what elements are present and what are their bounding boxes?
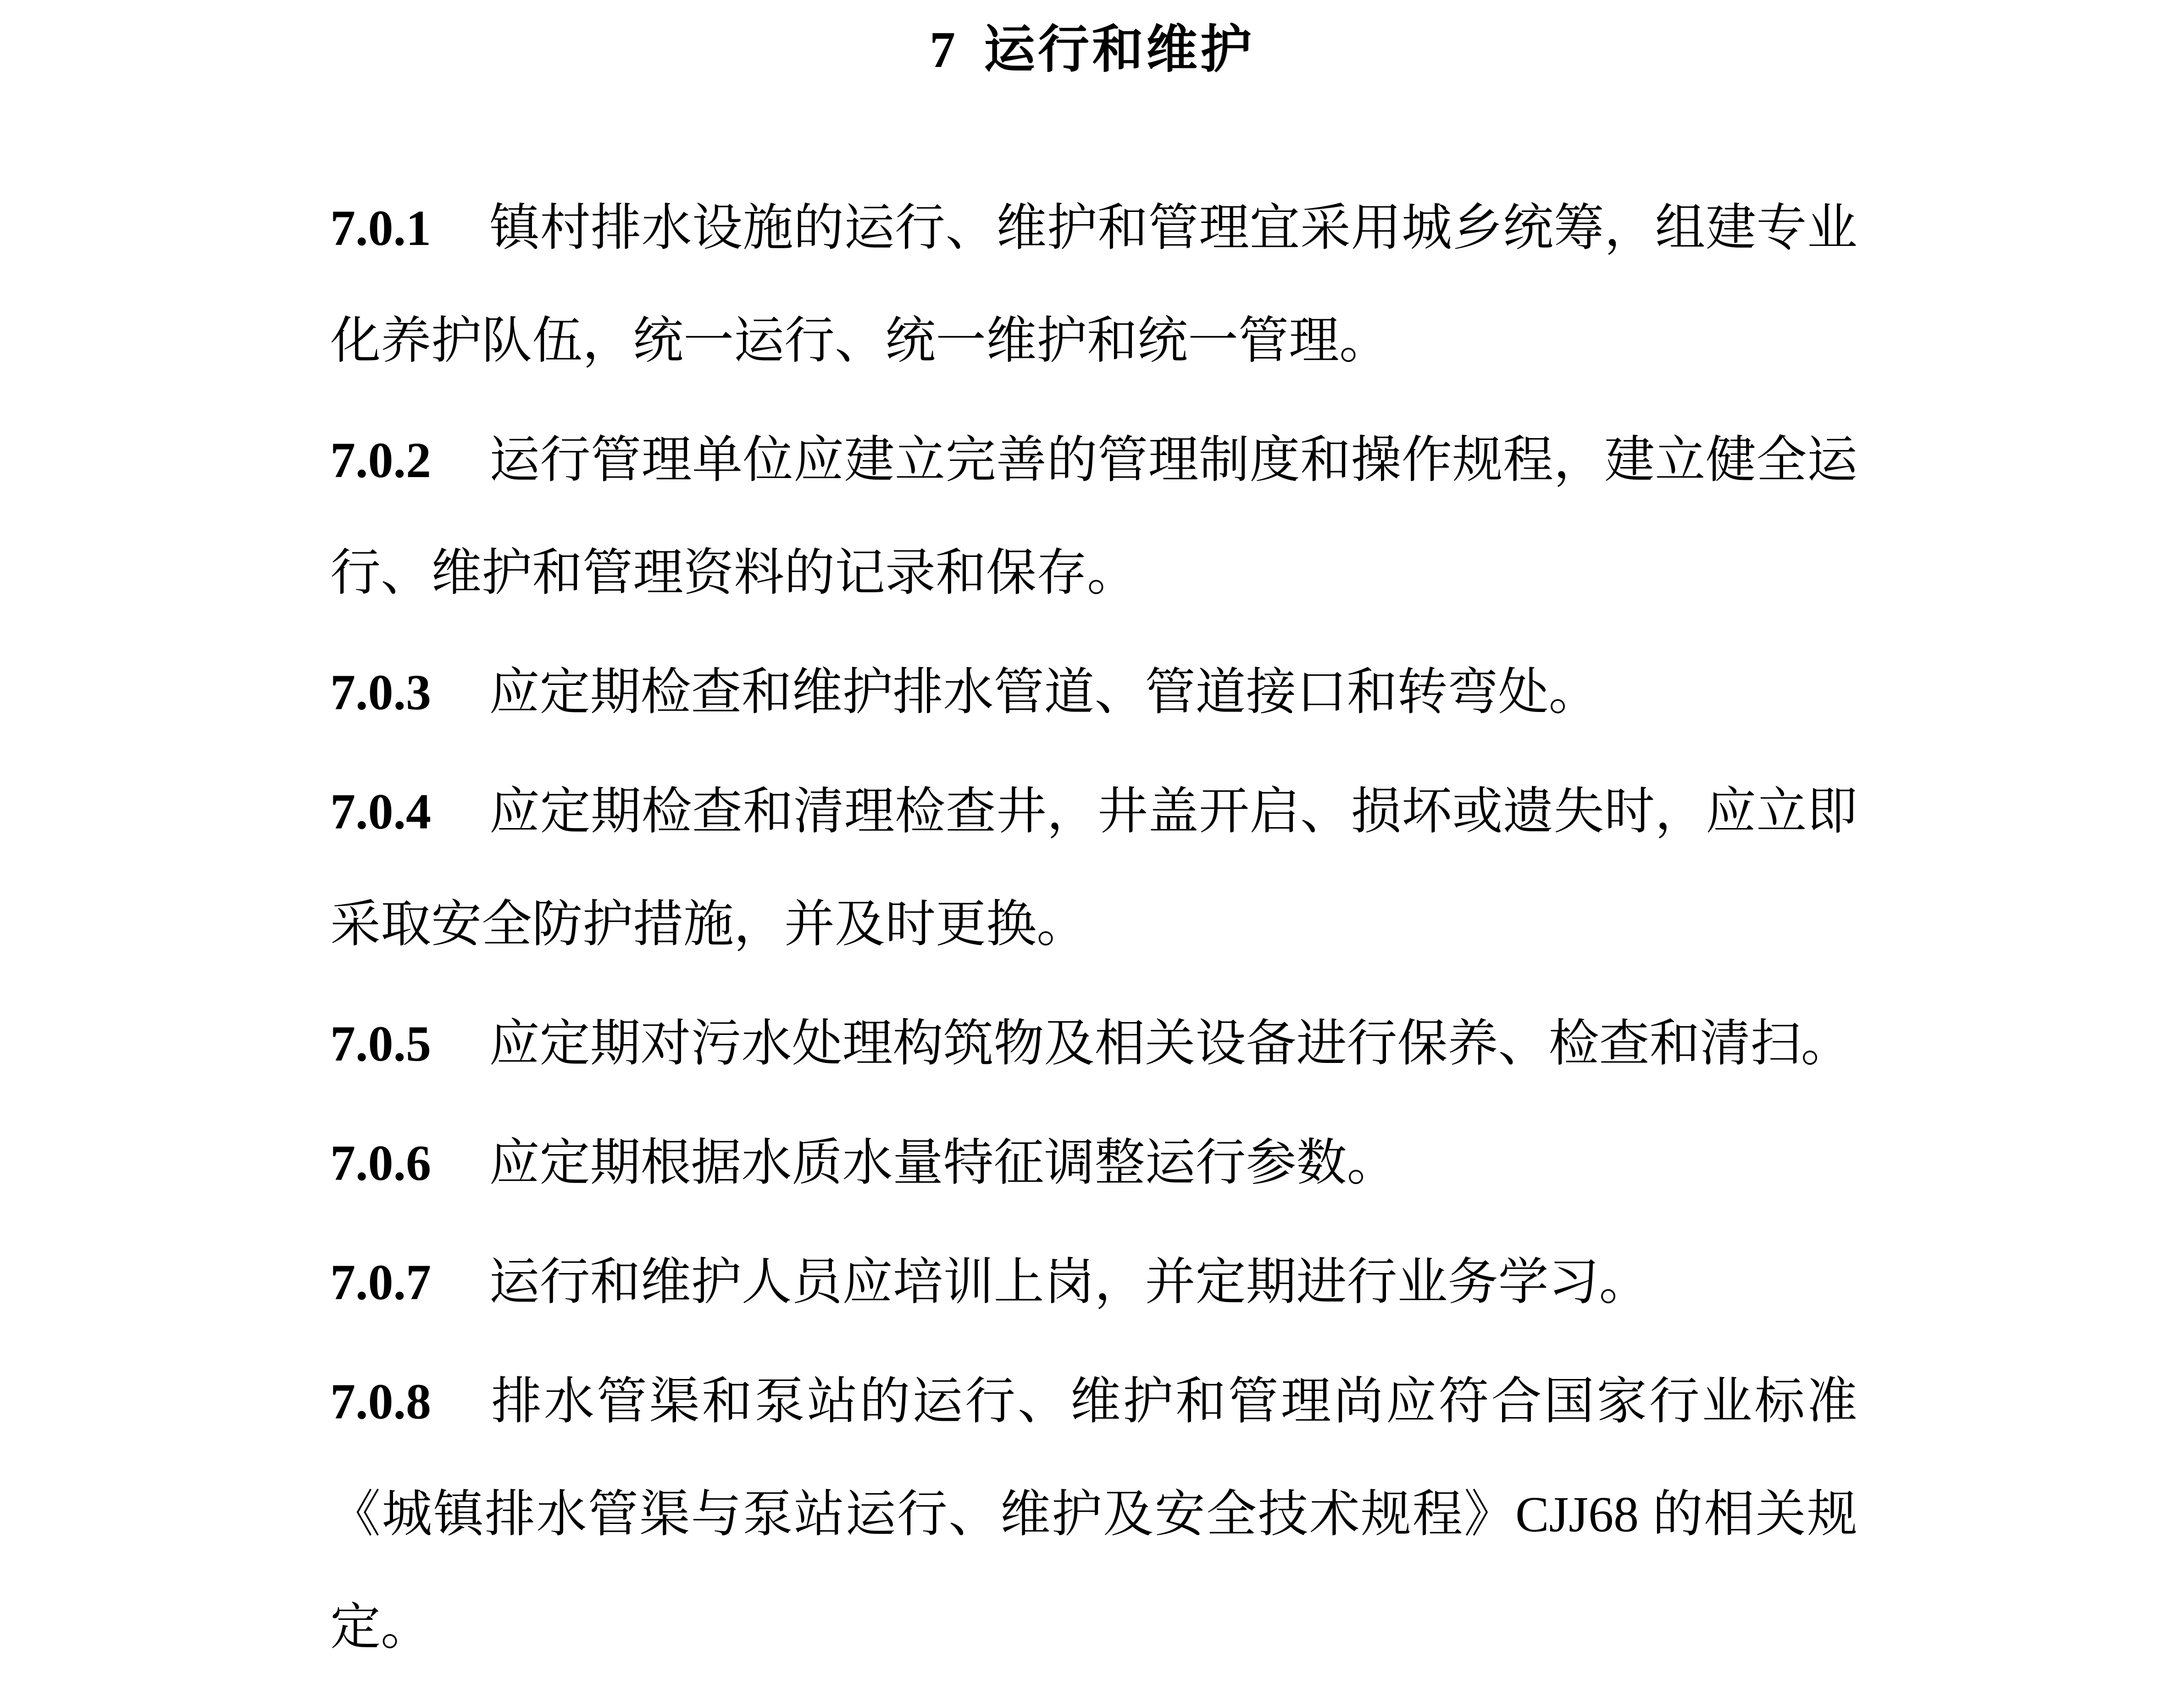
clause-text: 应定期检查和清理检查井，井盖开启、损坏或遗失时，应立即采取安全防护措施，并及时更换。: [330, 784, 1857, 952]
clause-7-0-3: [330, 636, 1857, 749]
clause-7-0-6: [330, 1107, 1857, 1219]
clause-text: 应定期根据水质水量特征调整运行参数。: [489, 1135, 1397, 1191]
clause-number: 7.0.6: [330, 1135, 431, 1191]
clause-7-0-7: [330, 1226, 1857, 1339]
clause-number: 7.0.5: [330, 1016, 431, 1072]
clause-7-0-1: [330, 172, 1857, 397]
clause-text: 镇村排水设施的运行、维护和管理宜采用城乡统筹，组建专业化养护队伍，统一运行、统一维护和统一管理。: [330, 200, 1857, 369]
chapter-body: [330, 172, 1857, 1684]
clause-7-0-4: [330, 755, 1857, 981]
clause-number: 7.0.8: [330, 1374, 431, 1429]
clause-7-0-8: [330, 1345, 1857, 1684]
clause-text: 运行管理单位应建立完善的管理制度和操作规程，建立健全运行、维护和管理资料的记录和保存。: [330, 432, 1857, 601]
chapter-title: [0, 0, 2184, 86]
clause-text: 应定期检查和维护排水管道、管道接口和转弯处。: [489, 664, 1599, 720]
chapter-number: 7: [930, 22, 958, 78]
clause-text: 运行和维护人员应培训上岗，并定期进行业务学习。: [489, 1254, 1650, 1310]
clause-7-0-5: [330, 987, 1857, 1100]
clause-number: 7.0.4: [330, 784, 431, 840]
clause-7-0-2: [330, 404, 1857, 629]
chapter-title-text: 运行和维护: [984, 22, 1254, 78]
clause-number: 7.0.3: [330, 664, 431, 720]
clause-number: 7.0.7: [330, 1254, 431, 1310]
clause-text: 应定期对污水处理构筑物及相关设备进行保养、检查和清扫。: [489, 1016, 1851, 1072]
clause-text: 排水管渠和泵站的运行、维护和管理尚应符合国家行业标准《城镇排水管渠与泵站运行、维护及安全技术规程》CJJ68 的相关规定。: [330, 1374, 1857, 1655]
clause-number: 7.0.2: [330, 432, 431, 488]
clause-number: 7.0.1: [330, 200, 431, 256]
